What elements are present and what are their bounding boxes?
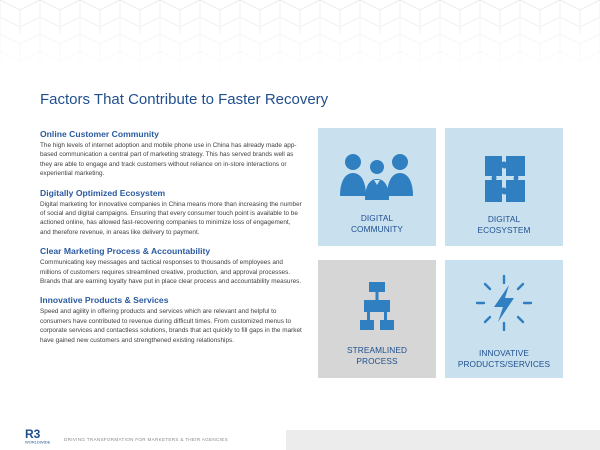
tile-label-line2: ECOSYSTEM <box>477 225 531 235</box>
tile-label <box>445 214 563 236</box>
tile-label <box>318 345 436 367</box>
footer-tagline: DRIVING TRANSFORMATION FOR MARKETERS & THEIR AGENCIES <box>64 437 228 442</box>
section-heading: Digitally Optimized Ecosystem <box>40 187 166 198</box>
section-body: Digital marketing for innovative companies in China means more than increasing the number of social and digital campaigns. Ensuring that every consumer touch point is available to be actioned online, has allowed fast-recovering companies to minimize loss of engagement, and therefore revenue, in areas like delivery to payment. <box>40 200 302 236</box>
tile-label-line1: STREAMLINED <box>346 345 408 355</box>
tile-label-line2: PRODUCTS/SERVICES <box>457 359 551 369</box>
tile-label <box>318 213 436 235</box>
tile-digital-ecosystem <box>445 128 563 246</box>
tile-label-line1: DIGITAL <box>360 213 394 223</box>
puzzle-icon <box>483 154 527 204</box>
section-digitally-optimized-ecosystem <box>40 188 302 238</box>
section-body: Communicating key messages and tactical responses to thousands of employees and millions of customers requires streamlined creative, production, and approval processes. Brands that are earning loyalty have put in place clear process and accountability measures. <box>40 259 302 286</box>
logo-text: R3 <box>25 427 41 441</box>
section-innovative-products <box>40 295 302 345</box>
section-body: Speed and agility in offering products and services which are relevant and helpful to consumers have contributed to revenue during difficult times. From customized menus to corporate services and contactless solutions, brands that act quickly to fill gaps in the market have gained new customers and strengthened existing relationships. <box>40 308 302 344</box>
section-heading: Innovative Products & Services <box>40 295 169 306</box>
tile-label-line1: INNOVATIVE <box>478 348 530 358</box>
geometric-pattern-background <box>0 0 600 80</box>
people-group-icon <box>338 152 416 202</box>
section-heading: Clear Marketing Process & Accountability <box>40 246 211 257</box>
section-clear-marketing-process <box>40 246 302 286</box>
tile-label-line2: PROCESS <box>356 356 398 366</box>
r3-worldwide-logo <box>24 427 58 445</box>
section-online-customer-community <box>40 129 302 179</box>
section-body: The high levels of internet adoption and mobile phone use in China has already made app-based communication a central part of marketing strategy. This has served brands well as they are able to engage and track customers without reliance on in-store interactions or experiential marketing. <box>40 142 297 178</box>
factor-sections <box>40 129 302 354</box>
tile-streamlined-process <box>318 260 436 378</box>
tile-label-line2: COMMUNITY <box>350 224 404 234</box>
section-heading: Online Customer Community <box>40 129 159 139</box>
footer-bar <box>286 430 600 450</box>
page-title: Factors That Contribute to Faster Recovery <box>40 91 329 108</box>
tile-label <box>445 348 563 370</box>
flowchart-icon <box>354 280 400 336</box>
logo-subtext: WORLDWIDE <box>25 439 51 445</box>
tile-digital-community <box>318 128 436 246</box>
tile-label-line1: DIGITAL <box>487 214 521 224</box>
tile-innovative-products <box>445 260 563 378</box>
lightning-burst-icon <box>475 274 533 332</box>
